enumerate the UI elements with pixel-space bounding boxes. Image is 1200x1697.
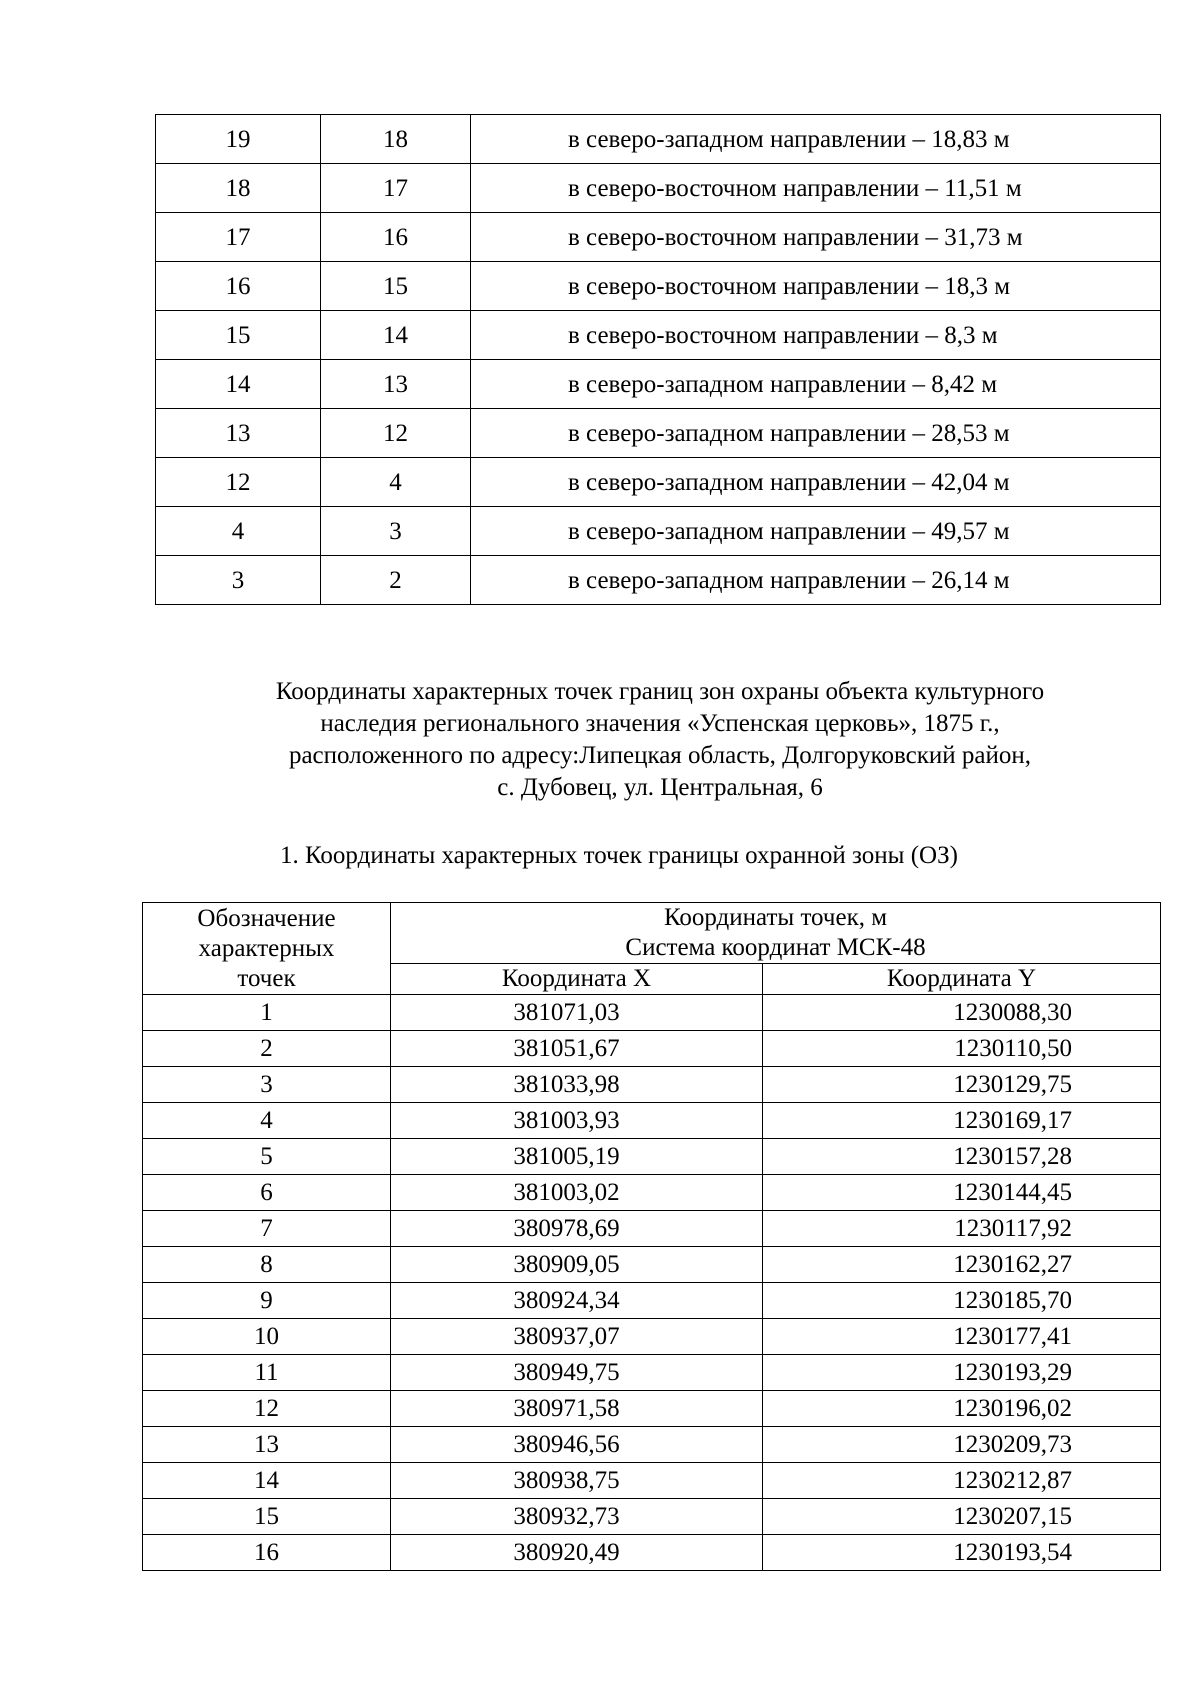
table-row (156, 556, 1161, 605)
table-row (156, 262, 1161, 311)
y-coordinate-cell: 1230193,54 (763, 1535, 1161, 1571)
point-cell-value: 8 (143, 1247, 391, 1283)
y-coordinate-cell: 1230185,70 (763, 1283, 1161, 1319)
y-coordinate-cell: 1230157,28 (763, 1139, 1161, 1175)
header-row (143, 903, 1161, 964)
table-row (143, 1247, 1161, 1283)
x-coordinate-cell: 380978,69 (391, 1211, 763, 1247)
point-cell-value: 14 (143, 1463, 391, 1499)
point-cell-value: 11 (143, 1355, 391, 1391)
x-coordinate-cell: 380971,58 (391, 1391, 763, 1427)
point-cell-value: 2 (143, 1031, 391, 1067)
point-cell-value: 15 (143, 1499, 391, 1535)
table-row (143, 1355, 1161, 1391)
table-row (143, 1427, 1161, 1463)
point-cell-value: 5 (143, 1139, 391, 1175)
table-row (143, 1319, 1161, 1355)
point-cell-value: 4 (143, 1103, 391, 1139)
x-coordinate-cell: 381003,93 (391, 1103, 763, 1139)
table-row (143, 1535, 1161, 1571)
x-coordinate-cell: 381051,67 (391, 1031, 763, 1067)
x-coordinate-cell: 381033,98 (391, 1067, 763, 1103)
table-row (156, 213, 1161, 262)
table-row (156, 409, 1161, 458)
section-heading (160, 676, 1160, 804)
y-coordinate-cell: 1230117,92 (763, 1211, 1161, 1247)
y-coordinate-cell: 1230162,27 (763, 1247, 1161, 1283)
table-row (143, 1499, 1161, 1535)
to-point-cell: 18 (321, 115, 471, 164)
to-point-cell: 14 (321, 311, 471, 360)
coordinates-table-body (143, 995, 1161, 1571)
from-point-cell: 12 (156, 458, 321, 507)
table-row (143, 1211, 1161, 1247)
direction-description-cell: в северо-западном направлении – 18,83 м (471, 115, 1161, 164)
y-coordinate-cell: 1230110,50 (763, 1031, 1161, 1067)
to-point-cell: 15 (321, 262, 471, 311)
direction-description-cell: в северо-западном направлении – 42,04 м (471, 458, 1161, 507)
y-coordinate-cell: 1230169,17 (763, 1103, 1161, 1139)
from-point-cell: 16 (156, 262, 321, 311)
table-row (156, 458, 1161, 507)
coordinates-table (142, 902, 1161, 1571)
y-coordinate-cell: 1230129,75 (763, 1067, 1161, 1103)
x-coordinate-cell: 381003,02 (391, 1175, 763, 1211)
table-row (156, 360, 1161, 409)
header-line: Система координат МСК-48 (625, 934, 926, 961)
table-row (143, 1067, 1161, 1103)
table-row (156, 311, 1161, 360)
coordinates-table-header (143, 903, 1161, 995)
from-point-cell: 13 (156, 409, 321, 458)
header-line: Координаты точек, м (663, 904, 888, 931)
from-point-cell: 4 (156, 507, 321, 556)
point-cell-value: 10 (143, 1319, 391, 1355)
to-point-cell: 16 (321, 213, 471, 262)
table-row (143, 1139, 1161, 1175)
heading-line: Координаты характерных точек границ зон охраны объекта культурного (275, 678, 1045, 705)
heading-line: расположенного по адресу:Липецкая область, Долгоруковский район, (288, 742, 1032, 769)
from-point-cell: 17 (156, 213, 321, 262)
direction-description-cell: в северо-восточном направлении – 31,73 м (471, 213, 1161, 262)
to-point-cell: 4 (321, 458, 471, 507)
y-coordinate-cell: 1230209,73 (763, 1427, 1161, 1463)
direction-description-cell: в северо-восточном направлении – 8,3 м (471, 311, 1161, 360)
from-point-cell: 19 (156, 115, 321, 164)
table-row (143, 1283, 1161, 1319)
to-point-cell: 3 (321, 507, 471, 556)
x-coordinate-cell: 380909,05 (391, 1247, 763, 1283)
direction-table (155, 114, 1161, 605)
y-coordinate-cell: 1230212,87 (763, 1463, 1161, 1499)
header-line: точек (237, 964, 296, 992)
from-point-cell: 3 (156, 556, 321, 605)
x-column-header: Координата X (391, 964, 763, 995)
y-coordinate-cell: 1230193,29 (763, 1355, 1161, 1391)
point-column-header (143, 903, 391, 995)
point-cell-value: 9 (143, 1283, 391, 1319)
header-line: характерных (198, 934, 335, 962)
point-cell-value: 13 (143, 1427, 391, 1463)
x-coordinate-cell: 380946,56 (391, 1427, 763, 1463)
table-row (143, 1103, 1161, 1139)
from-point-cell: 14 (156, 360, 321, 409)
table-row (143, 1391, 1161, 1427)
table-row (143, 1175, 1161, 1211)
x-coordinate-cell: 381071,03 (391, 995, 763, 1031)
table-row (143, 1463, 1161, 1499)
x-coordinate-cell: 380949,75 (391, 1355, 763, 1391)
direction-description-cell: в северо-западном направлении – 26,14 м (471, 556, 1161, 605)
y-coordinate-cell: 1230207,15 (763, 1499, 1161, 1535)
table-row (156, 115, 1161, 164)
y-column-header: Координата Y (763, 964, 1161, 995)
heading-line: наследия регионального значения «Успенская церковь», 1875 г., (320, 710, 1000, 737)
direction-description-cell: в северо-западном направлении – 8,42 м (471, 360, 1161, 409)
direction-description-cell: в северо-западном направлении – 49,57 м (471, 507, 1161, 556)
x-coordinate-cell: 381005,19 (391, 1139, 763, 1175)
y-coordinate-cell: 1230196,02 (763, 1391, 1161, 1427)
to-point-cell: 12 (321, 409, 471, 458)
x-coordinate-cell: 380924,34 (391, 1283, 763, 1319)
table-row (156, 164, 1161, 213)
to-point-cell: 13 (321, 360, 471, 409)
from-point-cell: 15 (156, 311, 321, 360)
y-coordinate-cell: 1230088,30 (763, 995, 1161, 1031)
x-coordinate-cell: 380938,75 (391, 1463, 763, 1499)
x-coordinate-cell: 380920,49 (391, 1535, 763, 1571)
subheading: 1. Координаты характерных точек границы охранной зоны (ОЗ) (280, 842, 958, 869)
direction-table-body (156, 115, 1161, 605)
heading-line: с. Дубовец, ул. Центральная, 6 (497, 774, 823, 801)
header-line: Обозначение (197, 904, 336, 932)
point-cell-value: 3 (143, 1067, 391, 1103)
direction-description-cell: в северо-восточном направлении – 18,3 м (471, 262, 1161, 311)
x-coordinate-cell: 380937,07 (391, 1319, 763, 1355)
x-coordinate-cell: 380932,73 (391, 1499, 763, 1535)
to-point-cell: 2 (321, 556, 471, 605)
table-row (156, 507, 1161, 556)
point-cell-value: 7 (143, 1211, 391, 1247)
table-row (143, 1031, 1161, 1067)
y-coordinate-cell: 1230144,45 (763, 1175, 1161, 1211)
y-coordinate-cell: 1230177,41 (763, 1319, 1161, 1355)
from-point-cell: 18 (156, 164, 321, 213)
direction-description-cell: в северо-восточном направлении – 11,51 м (471, 164, 1161, 213)
table-row (143, 995, 1161, 1031)
point-cell-value: 16 (143, 1535, 391, 1571)
point-cell-value: 12 (143, 1391, 391, 1427)
coordinates-group-header (391, 903, 1161, 964)
point-cell-value: 6 (143, 1175, 391, 1211)
to-point-cell: 17 (321, 164, 471, 213)
point-cell-value: 1 (143, 995, 391, 1031)
direction-description-cell: в северо-западном направлении – 28,53 м (471, 409, 1161, 458)
